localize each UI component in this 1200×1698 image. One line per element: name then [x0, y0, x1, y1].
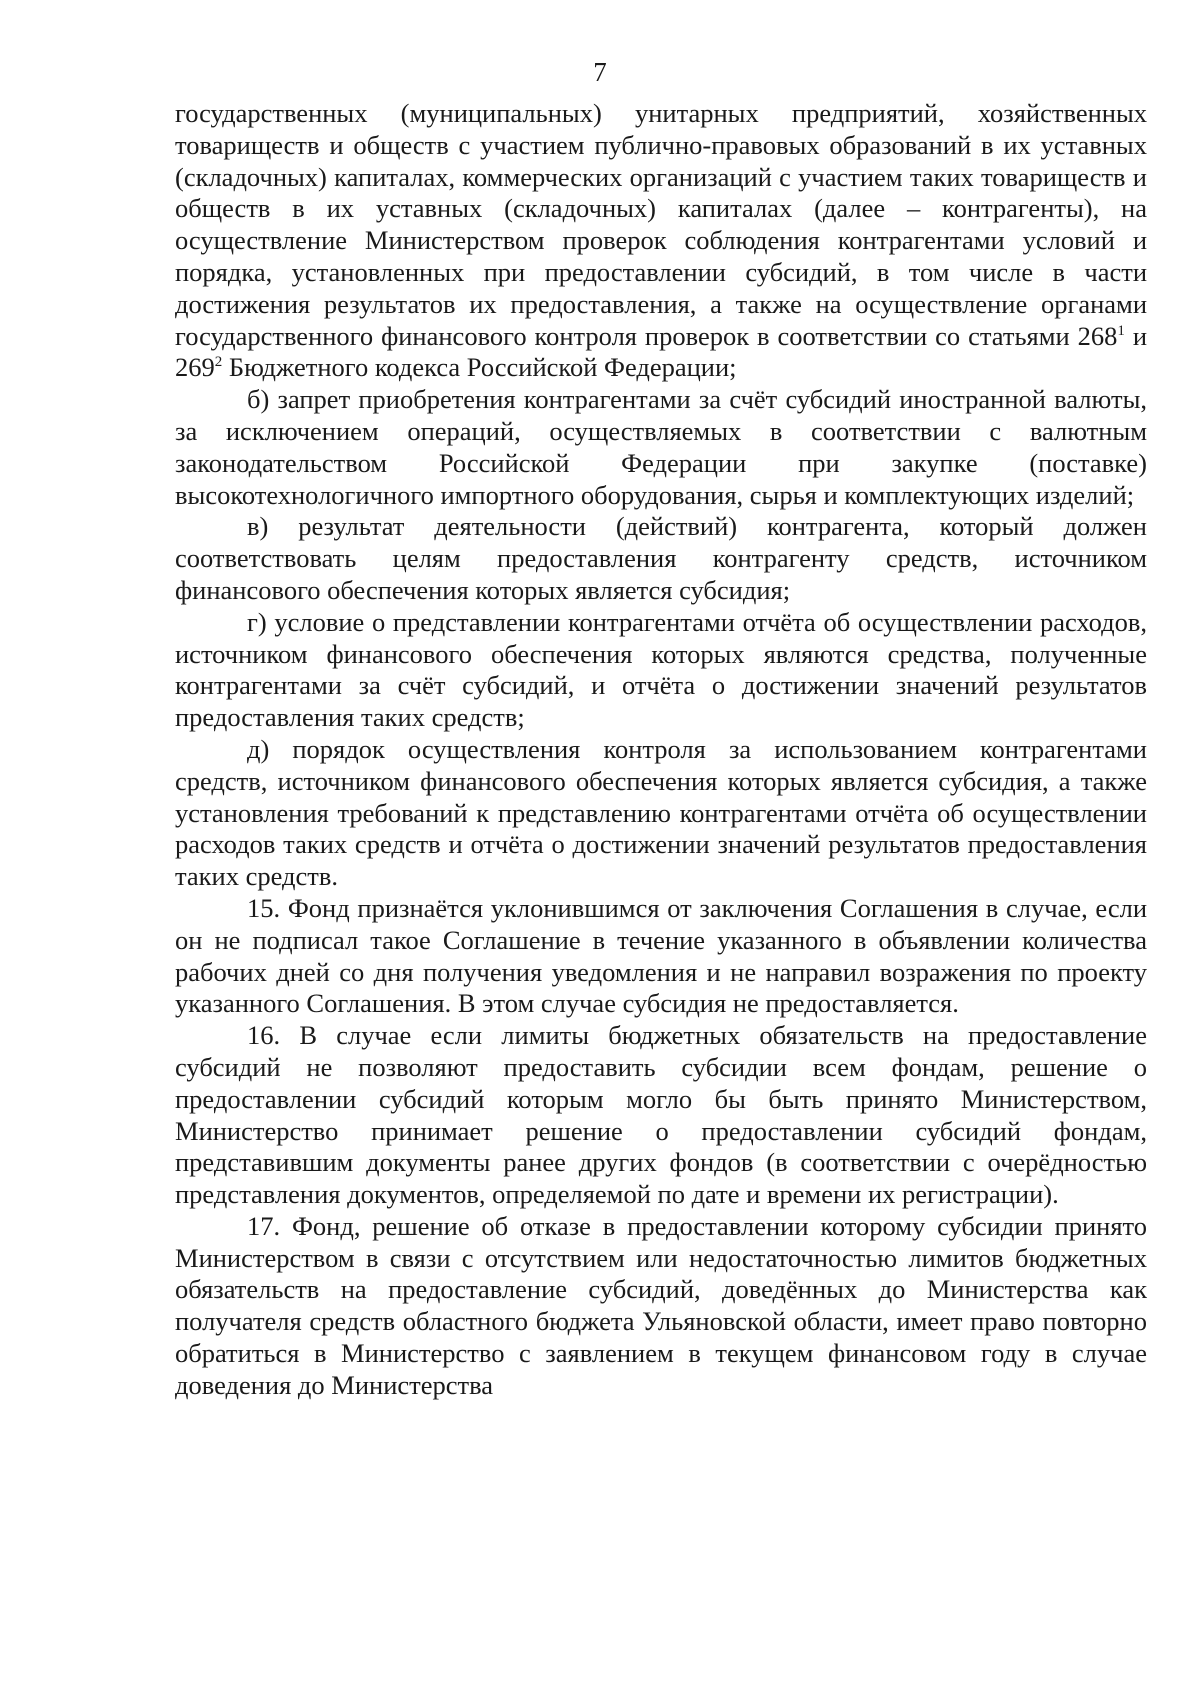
- page-number: 7: [593, 57, 607, 87]
- paragraph-continuation: [175, 98, 1147, 384]
- paragraph-clause-17: 17. Фонд, решение об отказе в предоставлении которому субсидии принято Министерством в связи с отсутствием или недостаточностью лимитов бюджетных обязательств на предоставление субсидий, доведённых до Министерства как получателя средств областного бюджета Ульяновской области, имеет право повторно обратиться в Министерство с заявлением в текущем финансовом году в случае доведения до Министерства: [175, 1210, 1147, 1400]
- superscript-article-269: 2: [214, 354, 223, 371]
- paragraph-item-d: д) порядок осуществления контроля за использованием контрагентами средств, источником финансового обеспечения которых является субсидия, а также установления требований к представлению контрагентами отчёта об осуществлении расходов таких средств и отчёта о достижении значений результатов предоставления таких средств.: [175, 733, 1147, 892]
- paragraph-clause-16: 16. В случае если лимиты бюджетных обязательств на предоставление субсидий не позволяют предоставить субсидии всем фондам, решение о предоставлении субсидий которым могло бы быть принято Министерством, Министерство принимает решение о предоставлении субсидий фондам, представившим документы ранее других фондов (в соответствии с очерёдностью представления документов, определяемой по дате и времени их регистрации).: [175, 1020, 1147, 1210]
- paragraph-text: Бюджетного кодекса Российской Федерации;: [222, 352, 737, 383]
- paragraph-clause-15: 15. Фонд признаётся уклонившимся от заключения Соглашения в случае, если он не подписал такое Соглашение в течение указанного в объявлении количества рабочих дней со дня получения уведомления и не направил возражения по проекту указанного Соглашения. В этом случае субсидия не предоставляется.: [175, 892, 1147, 1019]
- paragraph-item-b: б) запрет приобретения контрагентами за счёт субсидий иностранной валюты, за исключением операций, осуществляемых в соответствии с валютным законодательством Российской Федерации при закупке (поставке) высокотехнологичного импортного оборудования, сырья и комплектующих изделий;: [175, 384, 1147, 510]
- paragraph-item-g: г) условие о представлении контрагентами отчёта об осуществлении расходов, источником финансового обеспечения которых являются средства, полученные контрагентами за счёт субсидий, и отчёта о достижении значений результатов предоставления таких средств;: [175, 606, 1147, 733]
- paragraph-text: и 269: [175, 320, 1147, 383]
- paragraph-item-v: в) результат деятельности (действий) контрагента, который должен соответствовать целям предоставления контрагенту средств, источником финансового обеспечения которых является субсидия;: [175, 511, 1147, 605]
- document-body: [175, 98, 1147, 1402]
- superscript-article-268: 1: [1117, 322, 1125, 339]
- paragraph-text: государственных (муниципальных) унитарных предприятий, хозяйственных товариществ и обществ с участием публично-правовых образований в их уставных (складочных) капиталах, коммерческих организаций с участием таких товариществ и обществ в их уставных (складочных) капиталах (далее – контрагенты), на осуществление Министерством проверок соблюдения контрагентами условий и порядка, установленных при предоставлении субсидий, в том числе в части достижения результатов их предоставления, а также на осуществление органами государственного финансового контроля проверок в соответствии со статьями 268: [175, 98, 1147, 351]
